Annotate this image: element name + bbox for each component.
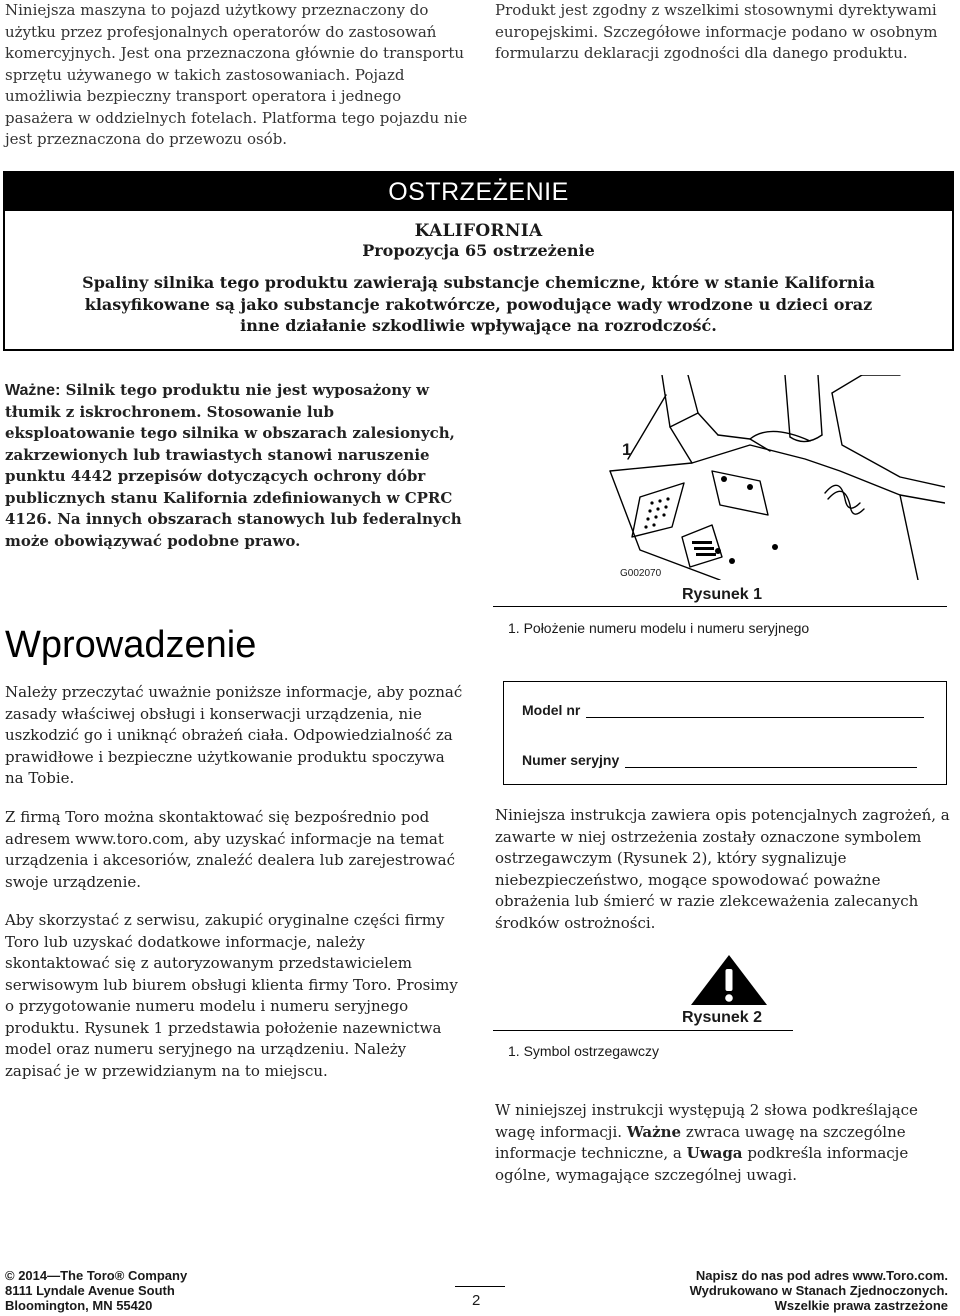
serial-row <box>522 752 917 768</box>
warning-title: OSTRZEŻENIE <box>388 177 569 206</box>
intro-paragraph-1: Należy przeczytać uważnie poniższe informacje, aby poznać zasady właściwej obsługi i konserwacji urządzenia, nie uszkodzić go i uniknąć obrażeń ciała. Odpowiedzialność za prawidłowe i bezpieczne użytkowanie produktu spoczywa na Tobie. <box>5 683 463 787</box>
footer-contact <box>690 1268 948 1313</box>
signal-words-paragraph <box>495 1100 955 1186</box>
model-label: Model nr <box>522 702 581 718</box>
footer-city: Bloomington, MN 55420 <box>5 1298 153 1313</box>
important-label: Ważne: <box>5 382 61 399</box>
warning-header <box>5 173 952 211</box>
serial-label: Numer seryjny <box>522 752 620 768</box>
warning-subtitle-state: KALIFORNIA <box>414 221 543 241</box>
figure2-divider <box>493 1030 793 1031</box>
warning-triangle-icon <box>689 953 769 1007</box>
intro-paragraph-3: Aby skorzystać z serwisu, zakupić oryginalne części firmy Toro lub uzyskać dodatkowe informacje, należy skontaktować się z autoryzowanym przedstawicielem serwisowym lub biurem obsługi klienta firmy Toro. Prosimy o przygotowanie numeru modelu i numeru seryjnego produktu. Rysunek 1 przedstawia położenie nazewnictwa model oraz numeru seryjnego na urządzeniu. Należy zapisać je w przewidzianym na to miejscu. <box>5 911 458 1080</box>
warning-box <box>3 171 954 351</box>
footer-printed: Wydrukowano w Stanach Zjednoczonych. <box>689 1283 948 1298</box>
footer-company-address <box>5 1268 187 1313</box>
figure1-code: G002070 <box>620 568 662 579</box>
model-number-field[interactable] <box>586 705 924 718</box>
warning-text: Spaliny silnika tego produktu zawierają substancje chemiczne, które w stanie Kalifornia klasyfikowane są jako substancje rakotwórcze, powodujące wady wrodzone u dzieci oraz inne działanie szkodliwie wpływające na rozrodczość. <box>82 273 875 335</box>
signal-word-important: Ważne <box>626 1122 682 1141</box>
hazard-paragraph: Niniejsza instrukcja zawiera opis potencjalnych zagrożeń, a zawarte w niej ostrzeżenia zostały oznaczone symbolem ostrzegawczym (Rysunek 2), który sygnalizuje niebezpieczeństwo, mogące spowodować poważne obrażenia lub śmierć w razie zlekceważenia zalecanych środków ostrożności. <box>495 806 950 932</box>
model-serial-box <box>503 681 947 785</box>
footer-rights: Wszelkie prawa zastrzeżone <box>774 1298 948 1313</box>
page-number-rule <box>455 1286 505 1287</box>
figure2-legend: 1. Symbol ostrzegawczy <box>508 1043 659 1059</box>
figure1-caption: Rysunek 1 <box>682 586 763 603</box>
footer-website: Napisz do nas pod adres www.Toro.com. <box>695 1268 948 1283</box>
important-text: Silnik tego produktu nie jest wyposażony w tłumik z iskrochronem. Stosowanie lub eksploatowanie tego silnika w obszarach zalesionych, zakrzewionych lub trawiastych stanowi naruszenie punktu 4442 przepisów dotyczących ochrony dóbr publicznych stanu Kalifornia zdefiniowanych w CPRC 4126. Na innych obszarach stanowych lub federalnych może obowiązywać podobne prawo. <box>5 381 462 550</box>
figure1-legend: 1. Położenie numeru modelu i numeru seryjnego <box>508 620 810 636</box>
intro-right-paragraph: Produkt jest zgodny z wszelkimi stosownymi dyrektywami europejskimi. Szczegółowe informacje podano w osobnym formularzu deklaracji zgodności dla danego produktu. <box>495 1 938 62</box>
signal-text-3: podkreśla informacje ogólne, wymagające szczególnej uwagi. <box>495 1144 909 1184</box>
figure1-callout: 1 <box>622 440 632 459</box>
model-row <box>522 702 924 718</box>
intro-left-paragraph: Niniejsza maszyna to pojazd użytkowy przeznaczony do użytku przez profesjonalnych operatorów do zastosowań komercyjnych. Jest ona przeznaczona głównie do transportu sprzętu używanego w takich zastosowaniach. Pojazd umożliwia bezpieczny transport operatora i jednego pasażera w oddzielnych fotelach. Platforma tego pojazdu nie jest przeznaczona do przewozu osób. <box>5 1 468 148</box>
intro-paragraph-2: Z firmą Toro można skontaktować się bezpośrednio pod adresem www.toro.com, aby uzyskać informacje na temat urządzenia i akcesoriów, znaleźć dealera lub zarejestrować swoje urządzenie. <box>5 808 456 891</box>
figure1-divider <box>493 606 947 607</box>
serial-number-field[interactable] <box>625 755 917 768</box>
figure2-caption: Rysunek 2 <box>682 1009 763 1026</box>
signal-text-1: W niniejszej instrukcji występują 2 słowa podkreślające wagę informacji. <box>495 1101 918 1141</box>
footer-copyright: © 2014—The Toro® Company <box>5 1268 188 1283</box>
important-note <box>5 380 465 552</box>
signal-text-2: zwraca uwagę na szczególne informacje techniczne, a <box>495 1122 906 1162</box>
section-heading: Wprowadzenie <box>5 624 257 666</box>
signal-word-note: Uwaga <box>686 1144 743 1162</box>
footer-street: 8111 Lyndale Avenue South <box>5 1283 175 1298</box>
page-number: 2 <box>472 1292 481 1309</box>
serial-location-illustration <box>600 375 945 580</box>
warning-subtitle-prop65: Propozycja 65 ostrzeżenie <box>362 241 595 260</box>
